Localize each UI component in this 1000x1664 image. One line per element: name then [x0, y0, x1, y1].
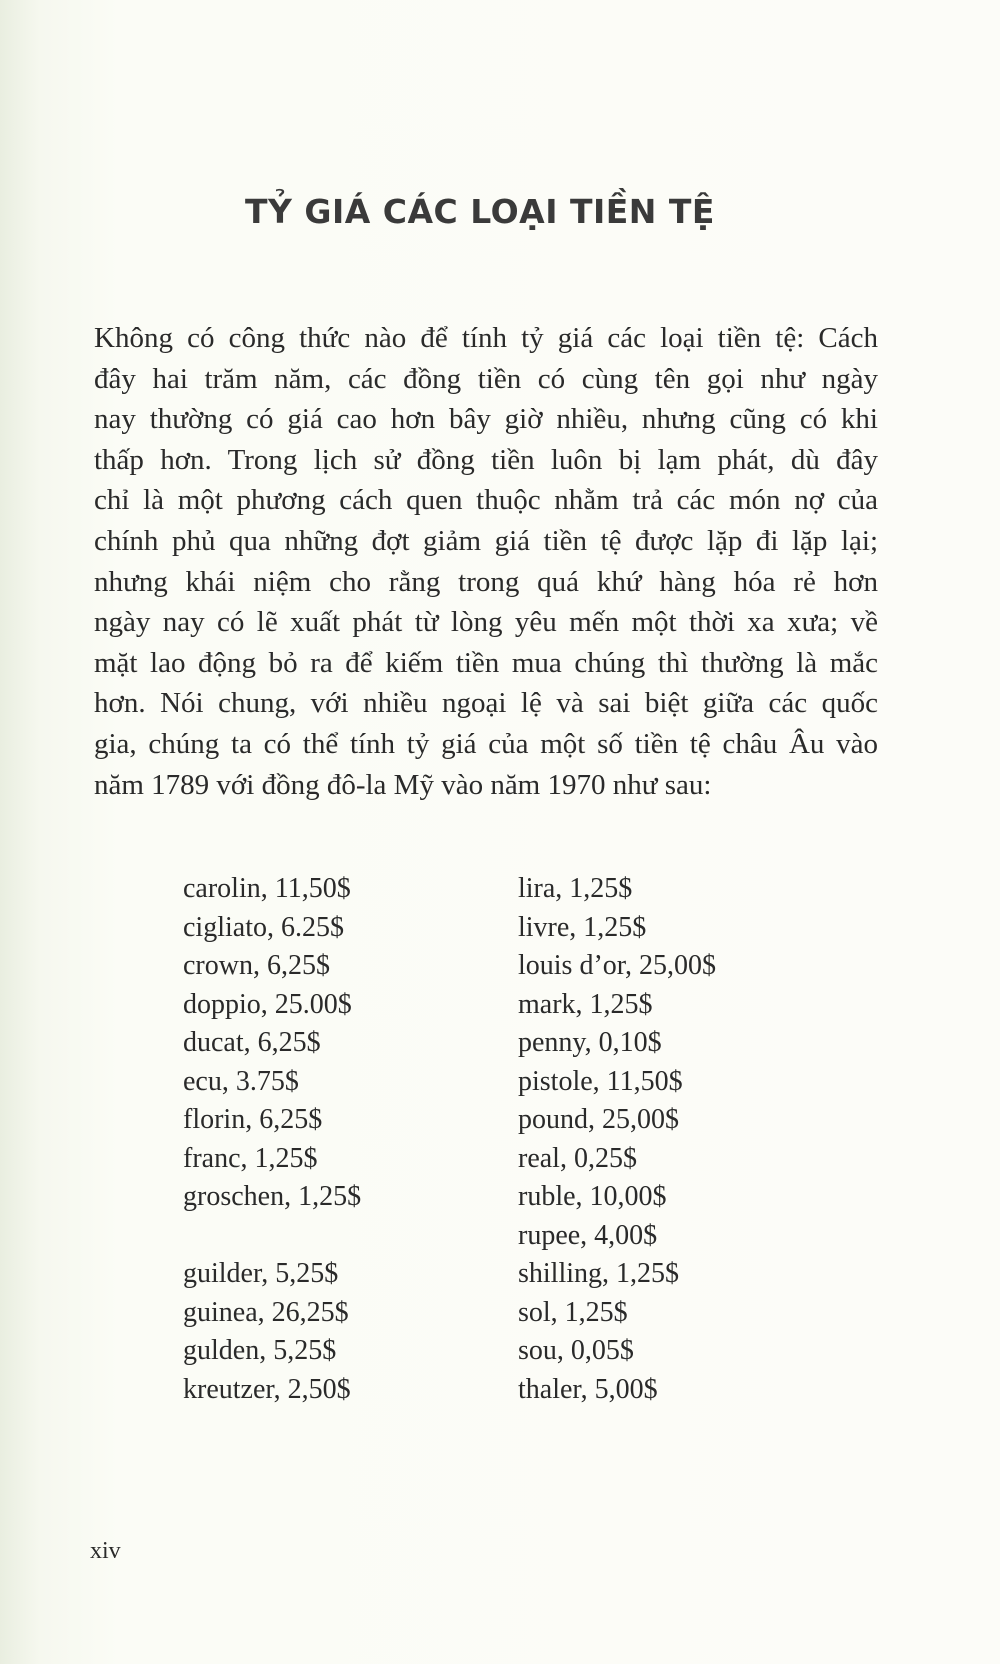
paragraph-line: mặt lao động bỏ ra để kiếm tiền mua chúng thì thường là mắc: [94, 646, 878, 679]
rate-entry-left: florin, 6,25$: [183, 1104, 323, 1135]
rate-entry-right: ruble, 10,00$: [518, 1181, 667, 1212]
rate-entry-left: carolin, 11,50$: [183, 873, 351, 904]
rate-row: [183, 947, 883, 986]
rate-entry-right: mark, 1,25$: [518, 988, 653, 1020]
paragraph-line: nhưng khái niệm cho rằng trong quá khứ hàng hóa rẻ hơn: [94, 565, 878, 598]
paragraph-line: Không có công thức nào để tính tỷ giá các loại tiền tệ: Cách: [94, 322, 878, 354]
paragraph-line: nay thường có giá cao hơn bây giờ nhiều, nhưng cũng có khi: [94, 403, 878, 436]
rate-entry-right: real, 0,25$: [518, 1142, 637, 1174]
rate-entry-left: ecu, 3.75$: [183, 1065, 299, 1097]
rate-row: [183, 1371, 883, 1410]
rate-entry-right: lira, 1,25$: [518, 873, 633, 904]
page-title: TỶ GIÁ CÁC LOẠI TIỀN TỆ: [245, 192, 715, 231]
rate-entry-right: livre, 1,25$: [518, 911, 647, 943]
page-number: xiv: [90, 1538, 121, 1564]
rate-row: [183, 909, 883, 948]
paragraph-line: gia, chúng ta có thể tính tỷ giá của một số tiền tệ châu Âu vào: [94, 727, 878, 760]
rate-row: [183, 1255, 883, 1294]
rate-row: [183, 1063, 883, 1102]
rate-row: [183, 1178, 883, 1217]
paragraph-line: chỉ là một phương cách quen thuộc nhằm trả các món nợ của: [94, 484, 878, 517]
rate-entry-left: gulden, 5,25$: [183, 1335, 337, 1366]
rate-entry-left: guilder, 5,25$: [183, 1258, 339, 1289]
paragraph-line: hơn. Nói chung, với nhiều ngoại lệ và sai biệt giữa các quốc: [94, 687, 878, 720]
rate-entry-left: guinea, 26,25$: [183, 1296, 349, 1328]
rate-entry-right: shilling, 1,25$: [518, 1258, 680, 1289]
rate-row: [183, 1217, 883, 1256]
rate-entry-left: crown, 6,25$: [183, 950, 330, 981]
rate-entry-right: thaler, 5,00$: [518, 1373, 658, 1405]
rate-entry-right: penny, 0,10$: [518, 1027, 662, 1058]
rate-row: [183, 1332, 883, 1371]
rate-entry-right: louis d’or, 25,00$: [518, 950, 716, 981]
exchange-rate-list: [183, 870, 883, 1409]
paragraph-line: đây hai trăm năm, các đồng tiền có cùng tên gọi như ngày: [94, 362, 878, 395]
rate-row: [183, 870, 883, 909]
rate-row: [183, 1101, 883, 1140]
rate-entry-left: ducat, 6,25$: [183, 1027, 321, 1058]
rate-entry-right: pistole, 11,50$: [518, 1065, 683, 1097]
rate-entry-right: pound, 25,00$: [518, 1104, 679, 1135]
rate-entry-left: cigliato, 6.25$: [183, 911, 344, 943]
rate-row: [183, 1140, 883, 1179]
rate-entry-left: groschen, 1,25$: [183, 1181, 362, 1212]
paragraph-line: thấp hơn. Trong lịch sử đồng tiền luôn bị lạm phát, dù đây: [94, 443, 878, 476]
rate-entry-right: sou, 0,05$: [518, 1335, 634, 1366]
paragraph-line: ngày nay có lẽ xuất phát từ lòng yêu mến một thời xa xưa; về: [94, 606, 878, 639]
rate-entry-left: kreutzer, 2,50$: [183, 1373, 351, 1405]
paragraph-line: năm 1789 với đồng đô-la Mỹ vào năm 1970 như sau:: [94, 768, 712, 801]
rate-row: [183, 986, 883, 1025]
rate-entry-left: franc, 1,25$: [183, 1142, 318, 1174]
intro-paragraph: [94, 318, 878, 805]
rate-entry-right: sol, 1,25$: [518, 1296, 628, 1328]
rate-entry-right: rupee, 4,00$: [518, 1219, 658, 1251]
rate-row: [183, 1294, 883, 1333]
rate-row: [183, 1024, 883, 1063]
rate-entry-left: doppio, 25.00$: [183, 988, 352, 1020]
paragraph-line: chính phủ qua những đợt giảm giá tiền tệ được lặp đi lặp lại;: [94, 524, 878, 557]
